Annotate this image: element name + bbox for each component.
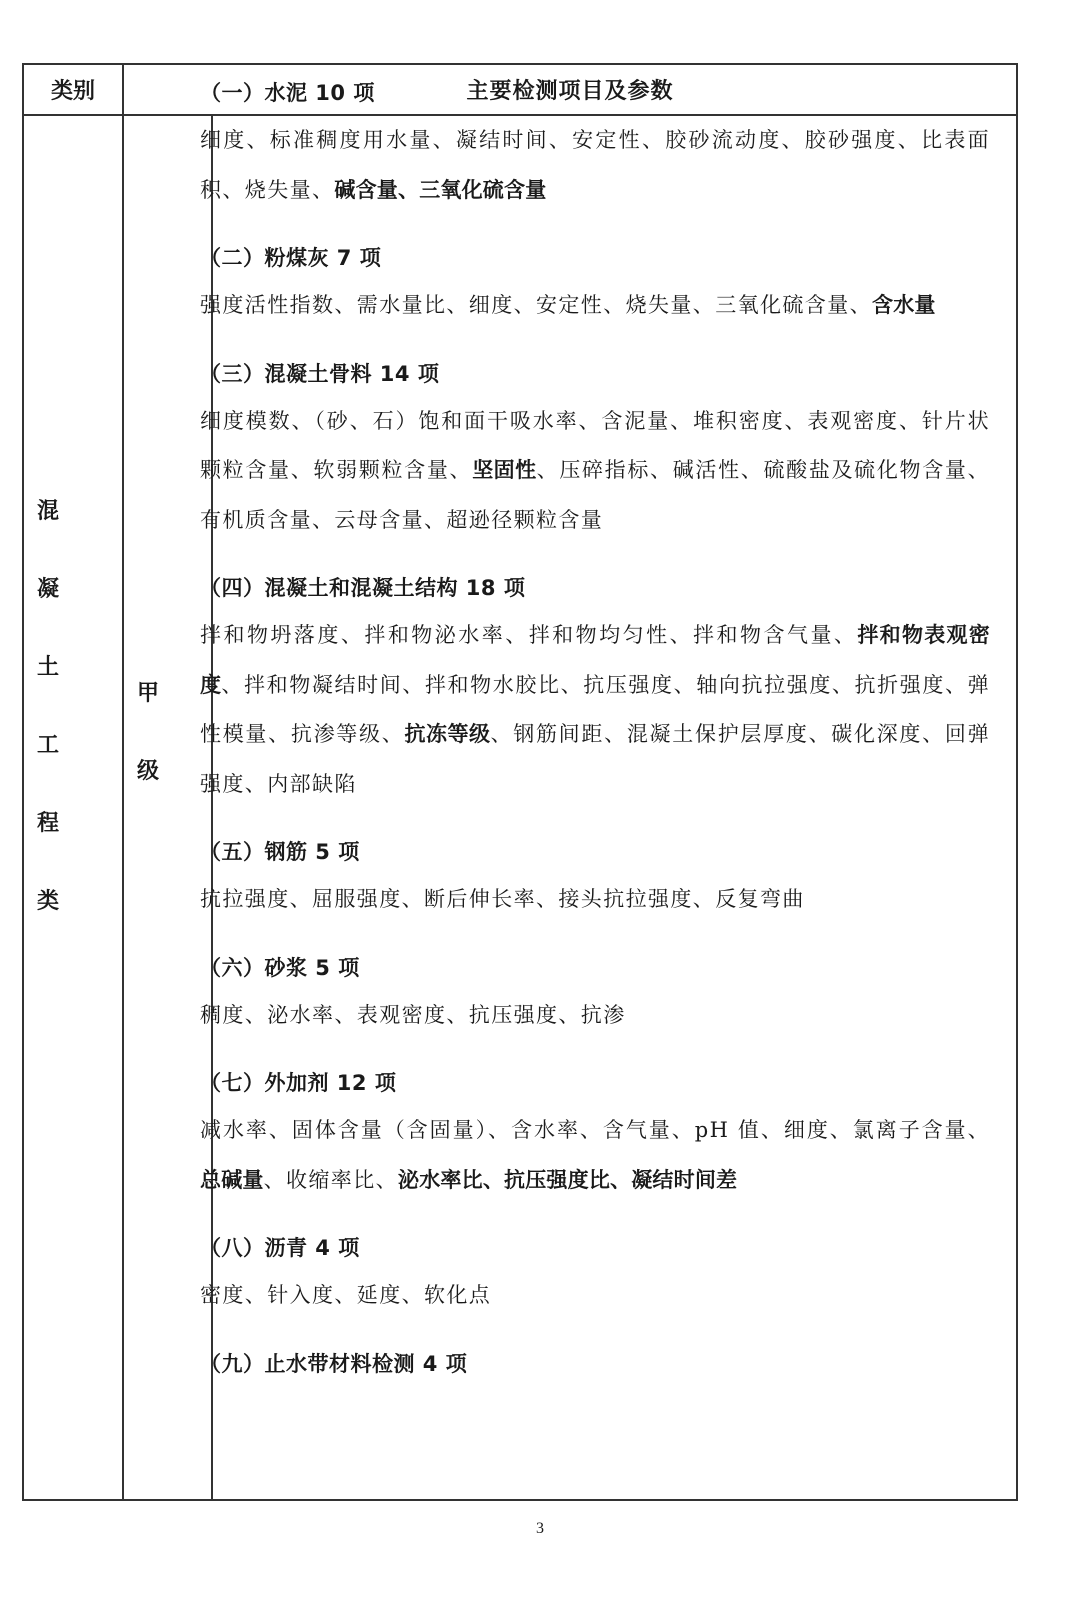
header-main-items: 主要检测项目及参数 — [466, 79, 674, 104]
item-text: 拌和物坍落度、拌和物泌水率、拌和物均匀性、拌和物含气量、 — [200, 623, 858, 647]
item-text: 、拌和物凝结时间、拌和物水胶比、抗压强度、轴向抗拉强度、抗折强度、弹性模量、抗渗等级、 — [200, 672, 990, 746]
section-1 — [200, 70, 990, 215]
item-text-emphasized: 抗冻等级 — [404, 722, 491, 746]
header-category: 类别 — [50, 79, 95, 104]
section-9 — [200, 1341, 990, 1387]
item-text-emphasized: 含水量 — [872, 293, 936, 317]
item-text: 细度、标准稠度用水量、凝结时间、安定性、胶砂流动度、胶砂强度、比表面积、烧失量、 — [200, 128, 990, 202]
item-text: 、压碎指标、碱活性、硫酸盐及硫化物含量、有机质含量、云母含量、超逊径颗粒含量 — [200, 458, 990, 532]
section-items — [200, 1271, 990, 1321]
section-title: （六）砂浆 5 项 — [200, 955, 360, 980]
section-title: （一）水泥 10 项 — [200, 81, 375, 105]
item-text: 、收缩率比、 — [263, 1167, 399, 1192]
section-items — [200, 611, 990, 809]
section-items — [200, 991, 990, 1041]
item-text-emphasized: 泌水率比、抗压强度比、凝结时间差 — [398, 1167, 738, 1192]
level-cell — [124, 655, 172, 811]
section-2 — [200, 235, 990, 331]
category-char: 土 — [36, 655, 59, 680]
level-char: 甲 — [136, 681, 159, 706]
section-5 — [200, 829, 990, 925]
item-text: 减水率、固体含量（含固量）、含水率、含气量、pH 值、细度、氯离子含量、 — [200, 1118, 990, 1142]
item-text: 强度活性指数、需水量比、细度、安定性、烧失量、三氧化硫含量、 — [200, 293, 872, 317]
section-items — [200, 281, 990, 331]
section-title: （三）混凝土骨料 14 项 — [200, 361, 440, 386]
section-title: （九）止水带材料检测 4 项 — [200, 1351, 468, 1376]
section-title: （八）沥青 4 项 — [200, 1236, 360, 1260]
section-title: （五）钢筋 5 项 — [200, 840, 360, 864]
category-char: 程 — [36, 811, 59, 836]
section-6 — [200, 945, 990, 1041]
item-text-emphasized: 总碱量 — [200, 1167, 264, 1192]
item-text-emphasized: 碱含量、三氧化硫含量 — [334, 177, 547, 202]
section-title: （四）混凝土和混凝土结构 18 项 — [200, 576, 526, 600]
category-cell — [24, 473, 72, 941]
section-items — [200, 875, 990, 925]
section-3 — [200, 351, 990, 546]
item-text: 细度模数、（砂、石）饱和面干吸水率、含泥量、堆积密度、表观密度、针片状颗粒含量、软弱颗粒含量、 — [200, 408, 990, 482]
page-number: 3 — [536, 1520, 544, 1537]
category-char: 凝 — [36, 577, 59, 602]
section-items — [200, 116, 990, 215]
item-text: 抗拉强度、屈服强度、断后伸长率、接头抗拉强度、反复弯曲 — [200, 887, 805, 911]
item-text: 、钢筋间距、混凝土保护层厚度、碳化深度、回弹强度、内部缺陷 — [200, 722, 990, 796]
item-text-emphasized: 坚固性 — [472, 458, 537, 482]
section-items — [200, 1106, 990, 1205]
section-8 — [200, 1225, 990, 1321]
section-items — [200, 397, 990, 546]
section-title: （二）粉煤灰 7 项 — [200, 246, 382, 270]
item-text: 稠度、泌水率、表观密度、抗压强度、抗渗 — [200, 1002, 626, 1027]
items-content — [200, 70, 990, 1407]
category-char: 混 — [36, 499, 59, 524]
item-text: 密度、针入度、延度、软化点 — [200, 1283, 492, 1307]
section-4 — [200, 565, 990, 809]
category-char: 类 — [36, 889, 59, 914]
section-title: （七）外加剂 12 项 — [200, 1071, 397, 1095]
level-char: 级 — [136, 759, 159, 784]
section-7 — [200, 1060, 990, 1205]
item-text-emphasized: 拌和物表观密度 — [200, 623, 990, 697]
category-char: 工 — [36, 733, 59, 758]
